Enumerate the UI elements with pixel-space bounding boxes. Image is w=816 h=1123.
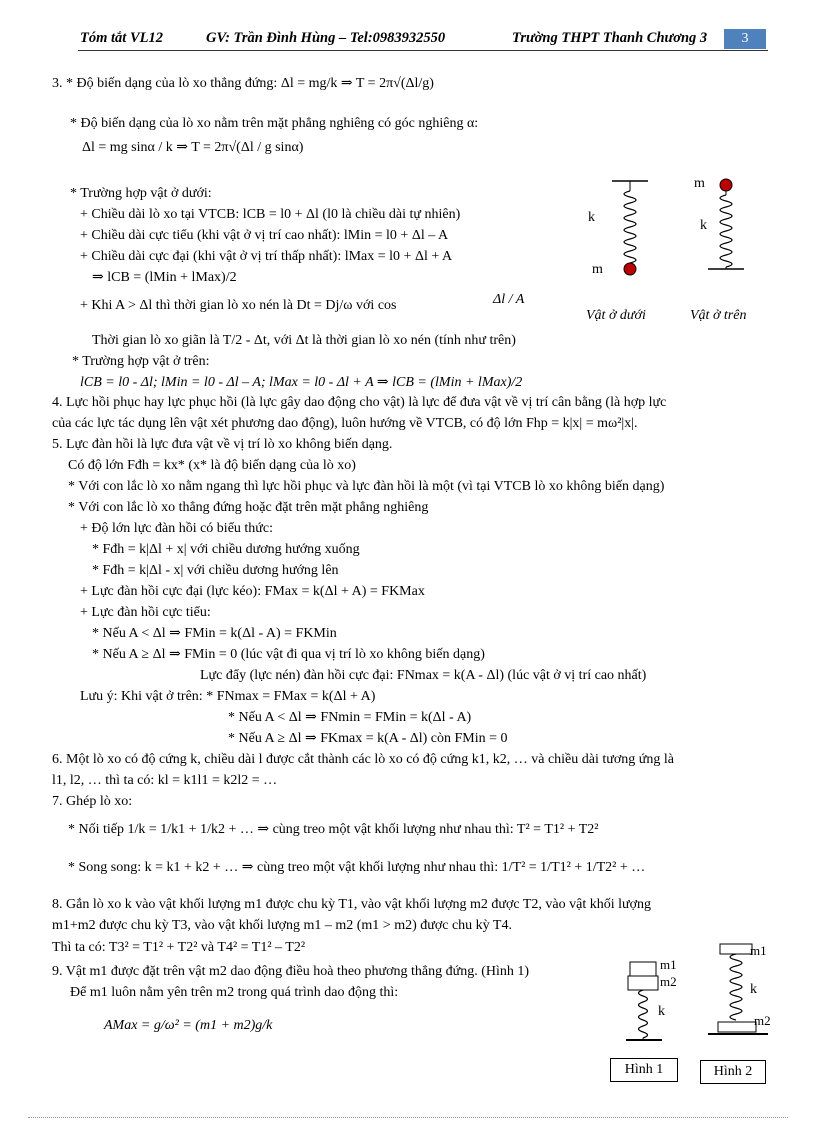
section-6-line-2: l1, l2, … thì ta có: kl = k1l1 = k2l2 = …: [52, 773, 278, 788]
line-3-text: 3. * Độ biến dạng của lò xo thẳng đứng: Δl = mg/k ⇒ T = 2π√(Δl/g): [52, 76, 434, 91]
below-m-label: m: [592, 262, 603, 277]
below-k-label: k: [588, 210, 595, 225]
compress-time-line: + Khi A > Δl thì thời gian lò xo nén là Dt = Dj/ω với cos: [80, 298, 397, 313]
section-9-line-2: Để m1 luôn nằm yên trên m2 trong quá trình dao động thì:: [70, 985, 399, 1000]
elastic-min-title: + Lực đàn hồi cực tiểu:: [80, 605, 211, 620]
section-6-line-1: 6. Một lò xo có độ cứng k, chiều dài l được cắt thành các lò xo có độ cứng k1, k2, … và chiều dài tương ứng là: [52, 752, 674, 767]
lcb-line: + Chiều dài lò xo tại VTCB: lCB = l0 + Δl (l0 là chiều dài tự nhiên): [80, 207, 461, 222]
school-name: Trường THPT Thanh Chương 3: [512, 30, 708, 46]
series-line: * Nối tiếp 1/k = 1/k1 + 1/k2 + … ⇒ cùng treo một vật khối lượng như nhau thì: T² = T1² + T2²: [68, 822, 599, 837]
cos-fraction: Δl / A: [493, 292, 525, 307]
elastic-min-case-2: * Nếu A ≥ Δl ⇒ FMin = 0 (lúc vật đi qua vị trí lò xo không biến dạng): [92, 647, 485, 662]
note-line-1: Lưu ý: Khi vật ở trên: * FNmax = FMax = k(Δl + A): [80, 689, 376, 704]
hinh2-caption: Hình 2: [700, 1060, 766, 1084]
incline-formula-text: Δl = mg sinα / k ⇒ T = 2π√(Δl / g sinα): [82, 140, 304, 155]
amax-formula: AMax = g/ω² = (m1 + m2)g/k: [104, 1018, 273, 1033]
elastic-expr-title: + Độ lớn lực đàn hồi có biểu thức:: [80, 521, 273, 536]
hinh2-k-label: k: [750, 982, 757, 997]
teacher-info: GV: Trần Đình Hùng – Tel:0983932550: [206, 30, 446, 46]
section-4-line-2: của các lực tác dụng lên vật xét phương dao động), luôn hướng về VTCB, có độ lớn Fhp = k|x| = mω²|x|.: [52, 416, 638, 431]
case-above-formulas: lCB = l0 - Δl; lMin = l0 - Δl – A; lMax = l0 - Δl + A ⇒ lCB = (lMin + lMax)/2: [80, 375, 523, 390]
caption-below: Vật ở dưới: [586, 308, 646, 323]
lcb-average-line: ⇒ lCB = (lMin + lMax)/2: [92, 270, 237, 285]
header-rule: [78, 50, 768, 51]
section-5-title: 5. Lực đàn hồi là lực đưa vật về vị trí lò xo không biến dạng.: [52, 437, 393, 452]
hinh1-m1-label: m1: [660, 957, 677, 972]
section-8-line-1: 8. Gắn lò xo k vào vật khối lượng m1 được chu kỳ T1, vào vật khối lượng m2 được T2, vào vật khối lượng: [52, 897, 651, 912]
case-below-title: * Trường hợp vật ở dưới:: [70, 186, 212, 201]
doc-title: Tóm tắt VL12: [80, 30, 163, 46]
lmin-line: + Chiều dài cực tiểu (khi vật ở vị trí cao nhất): lMin = l0 + Δl – A: [80, 228, 449, 243]
note-line-2: * Nếu A < Δl ⇒ FNmin = FMin = k(Δl - A): [228, 710, 472, 725]
note-line-3: * Nếu A ≥ Δl ⇒ FKmax = k(A - Δl) còn FMin = 0: [228, 731, 508, 746]
stretch-time-line: Thời gian lò xo giãn là T/2 - Δt, với Δt là thời gian lò xo nén (tính như trên): [92, 333, 516, 348]
page-number-badge: 3: [724, 29, 766, 49]
above-k-label: k: [700, 218, 707, 233]
caption-above: Vật ở trên: [690, 308, 747, 323]
hinh1-k-label: k: [658, 1004, 665, 1019]
section-7-title: 7. Ghép lò xo:: [52, 794, 133, 809]
parallel-line: * Song song: k = k1 + k2 + … ⇒ cùng treo một vật khối lượng như nhau thì: 1/T² = 1/T1² + 1/T2² + …: [68, 860, 646, 875]
section-9-line-1: 9. Vật m1 được đặt trên vật m2 dao động điều hoà theo phương thẳng đứng. (Hình 1): [52, 964, 530, 979]
section-8-line-2: m1+m2 được chu kỳ T3, vào vật khối lượng m1 – m2 (m1 > m2) được chu kỳ T4.: [52, 918, 512, 933]
hinh1-m2-label: m2: [660, 974, 677, 989]
case-above-title: * Trường hợp vật ở trên:: [72, 354, 210, 369]
section-5-vertical: * Với con lắc lò xo thẳng đứng hoặc đặt trên mặt phẳng nghiêng: [68, 500, 429, 515]
elastic-down: * Fđh = k|Δl + x| với chiều dương hướng xuống: [92, 542, 360, 557]
lmax-line: + Chiều dài cực đại (khi vật ở vị trí thấp nhất): lMax = l0 + Δl + A: [80, 249, 453, 264]
page-header: [80, 30, 766, 50]
section-8-result: Thì ta có: T3² = T1² + T2² và T4² = T1² – T2²: [52, 940, 306, 955]
push-force-max: Lực đẩy (lực nén) đàn hồi cực đại: FNmax = k(A - Δl) (lúc vật ở vị trí cao nhất): [200, 668, 647, 683]
footer-rule: [28, 1117, 788, 1118]
elastic-max: + Lực đàn hồi cực đại (lực kéo): FMax = k(Δl + A) = FKMax: [80, 584, 425, 599]
line-incline-intro: * Độ biến dạng của lò xo nằm trên mặt phẳng nghiêng có góc nghiêng α:: [70, 116, 479, 131]
section-5-magnitude: Có độ lớn Fđh = kx* (x* là độ biến dạng của lò xo): [68, 458, 356, 473]
elastic-up: * Fđh = k|Δl - x| với chiều dương hướng lên: [92, 563, 339, 578]
elastic-min-case-1: * Nếu A < Δl ⇒ FMin = k(Δl - A) = FKMin: [92, 626, 337, 641]
hinh2-m1-label: m1: [750, 943, 767, 958]
hinh2-m2-label: m2: [754, 1013, 771, 1028]
above-m-label: m: [694, 176, 705, 191]
section-5-horizontal: * Với con lắc lò xo nằm ngang thì lực hồi phục và lực đàn hồi là một (vì tại VTCB lò xo không biến dạng): [68, 479, 665, 494]
section-4-line-1: 4. Lực hồi phục hay lực phục hồi (là lực gây dao động cho vật) là lực để đưa vật về vị trí cân bằng (là hợp lực: [52, 395, 667, 410]
spring-mass-below-figure: [600, 175, 660, 285]
hinh1-caption: Hình 1: [610, 1058, 678, 1082]
